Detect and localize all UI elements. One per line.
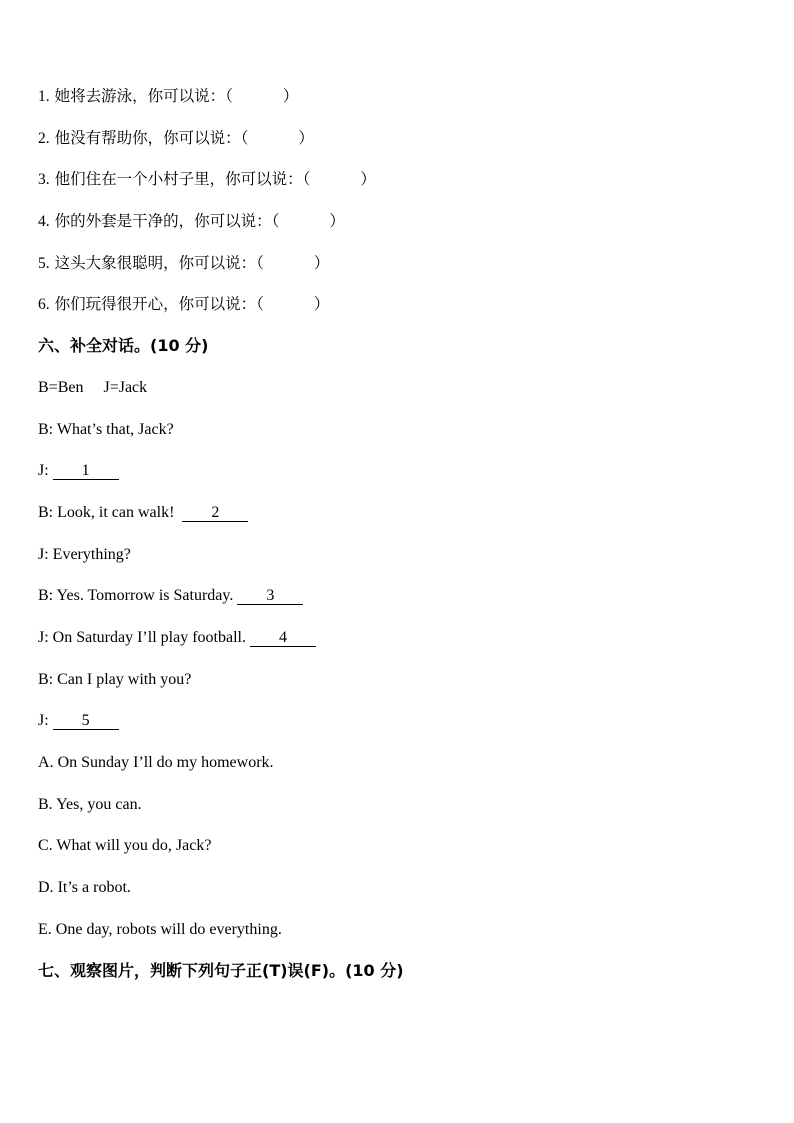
answer-paren-close: ） — [360, 170, 376, 188]
answer-paren-close: ） — [313, 254, 330, 272]
dialogue-line-5 — [38, 586, 303, 606]
dialogue-text: On Saturday I’ll play football. — [52, 629, 246, 646]
role-legend: B=Ben J=Jack — [38, 379, 148, 396]
dialogue-text: Can I play with you? — [57, 671, 192, 688]
item-text: 你的外套是干净的，你可以说： — [54, 212, 272, 230]
option-letter: E. — [38, 921, 52, 938]
item-number: 2. — [38, 130, 50, 147]
item-text: 他没有帮助你，你可以说： — [54, 129, 241, 147]
speaker: J: — [38, 546, 49, 563]
option-b — [38, 795, 142, 815]
dialogue-text: Everything? — [52, 546, 131, 563]
answer-paren-close: ） — [329, 212, 345, 230]
dialogue-line-3 — [38, 503, 248, 523]
translation-item-6 — [38, 294, 329, 315]
option-text: What will you do, Jack? — [56, 837, 212, 854]
option-d — [38, 878, 131, 898]
option-a — [38, 753, 274, 773]
dialogue-line-7 — [38, 670, 191, 690]
dialogue-line-4 — [38, 545, 131, 565]
option-e — [38, 920, 282, 940]
item-number: 5. — [38, 255, 50, 272]
dialogue-line-6 — [38, 628, 316, 648]
answer-paren-close: ） — [282, 87, 299, 105]
speaker: J: — [38, 629, 49, 646]
option-text: On Sunday I’ll do my homework. — [57, 754, 274, 771]
item-text: 你们玩得很开心，你可以说： — [54, 295, 257, 313]
option-letter: C. — [38, 837, 53, 854]
dialogue-text: Look, it can walk! — [57, 504, 175, 521]
dialogue-line-2 — [38, 461, 119, 481]
translation-item-3 — [38, 169, 376, 190]
item-number: 4. — [38, 213, 50, 230]
option-text: Yes, you can. — [56, 796, 142, 813]
answer-blank-4[interactable]: 4 — [250, 630, 316, 647]
option-text: It’s a robot. — [57, 879, 131, 896]
speaker: B: — [38, 421, 54, 438]
option-c — [38, 836, 211, 856]
answer-paren-close: ） — [298, 129, 314, 147]
answer-paren-open: （ — [225, 87, 233, 105]
translation-item-4 — [38, 211, 345, 232]
option-letter: B. — [38, 796, 53, 813]
answer-blank-1[interactable]: 1 — [53, 463, 119, 480]
answer-paren-close: ） — [313, 295, 330, 313]
answer-paren-open: （ — [240, 129, 249, 147]
translation-item-2 — [38, 128, 314, 149]
item-number: 1. — [38, 88, 50, 105]
section-7-title: 七、观察图片，判断下列句子正(T)误(F)。(10 分) — [38, 961, 404, 980]
dialogue-line-8 — [38, 711, 119, 731]
translation-item-5 — [38, 253, 329, 274]
option-letter: D. — [38, 879, 54, 896]
option-letter: A. — [38, 754, 54, 771]
answer-paren-open: （ — [302, 170, 311, 188]
answer-blank-3[interactable]: 3 — [237, 588, 303, 605]
speaker: J: — [38, 712, 49, 729]
answer-paren-open: （ — [271, 212, 280, 230]
dialogue-text: Yes. Tomorrow is Saturday. — [56, 587, 234, 604]
translation-item-1 — [38, 86, 298, 107]
speaker: J: — [38, 462, 49, 479]
answer-paren-open: （ — [256, 254, 264, 272]
speaker: B: — [38, 587, 54, 604]
answer-paren-open: （ — [256, 295, 264, 313]
answer-blank-5[interactable]: 5 — [53, 713, 119, 730]
item-text: 这头大象很聪明，你可以说： — [54, 254, 257, 272]
dialogue-line-1 — [38, 420, 174, 440]
speaker: B: — [38, 504, 54, 521]
item-number: 3. — [38, 171, 50, 188]
section-6-title: 六、补全对话。(10 分) — [38, 336, 209, 355]
speaker: B: — [38, 671, 54, 688]
item-number: 6. — [38, 296, 50, 313]
option-text: One day, robots will do everything. — [55, 921, 282, 938]
item-text: 他们住在一个小村子里，你可以说： — [54, 170, 303, 188]
dialogue-text: What’s that, Jack? — [56, 421, 174, 438]
answer-blank-2[interactable]: 2 — [182, 505, 248, 522]
item-text: 她将去游泳，你可以说： — [54, 87, 226, 105]
